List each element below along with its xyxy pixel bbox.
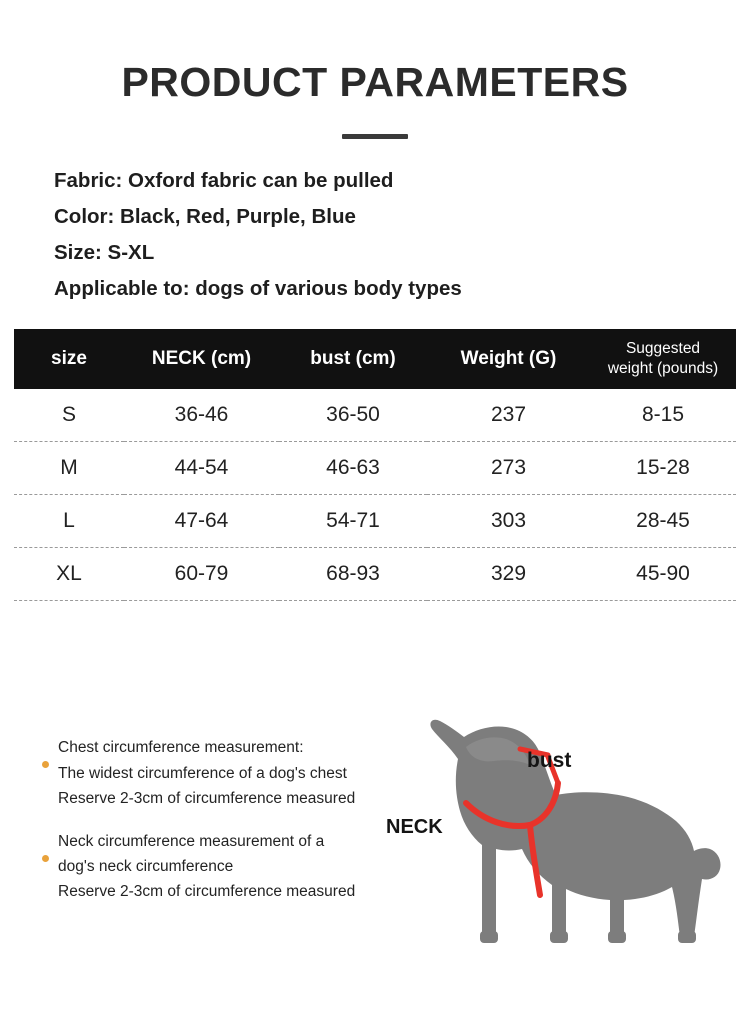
specs-list — [54, 163, 750, 308]
cell-suggested: 28-45 — [590, 494, 736, 547]
note-chest-line3: Reserve 2-3cm of circumference measured — [58, 789, 356, 807]
product-parameters-page — [0, 27, 750, 1015]
size-table-wrapper — [14, 329, 736, 601]
spec-color: Color: Black, Red, Purple, Blue — [54, 204, 356, 228]
measurement-notes — [40, 735, 410, 922]
cell-weight: 329 — [427, 547, 590, 600]
th-bust: bust (cm) — [279, 329, 427, 389]
cell-bust: 54-71 — [279, 494, 427, 547]
note-neck-line1: Neck circumference measurement of a — [58, 832, 325, 850]
dog-illustration — [380, 699, 750, 1015]
page-title: PRODUCT PARAMETERS — [121, 59, 629, 106]
cell-weight: 237 — [427, 389, 590, 442]
bullet-icon — [42, 761, 49, 768]
th-suggested-line2: weight (pounds) — [607, 359, 719, 377]
cell-bust: 68-93 — [279, 547, 427, 600]
table-row — [14, 441, 736, 494]
cell-neck: 44-54 — [124, 441, 279, 494]
table-row — [14, 494, 736, 547]
note-neck-line3: Reserve 2-3cm of circumference measured — [58, 883, 356, 901]
size-table-head — [14, 329, 736, 389]
spec-applicable: Applicable to: dogs of various body types — [54, 277, 462, 301]
cell-suggested: 8-15 — [590, 389, 736, 442]
title-divider — [342, 134, 408, 139]
spec-fabric: Fabric: Oxford fabric can be pulled — [54, 168, 394, 192]
th-suggested-line1: Suggested — [625, 339, 701, 357]
size-table — [14, 329, 736, 601]
cell-bust: 46-63 — [279, 441, 427, 494]
th-size: size — [14, 329, 124, 389]
cell-size: XL — [14, 547, 124, 600]
cell-size: L — [14, 494, 124, 547]
neck-label: NECK — [386, 816, 443, 839]
note-neck — [40, 829, 410, 904]
size-table-body — [14, 389, 736, 601]
cell-weight: 273 — [427, 441, 590, 494]
note-neck-line2: dog's neck circumference — [58, 857, 234, 875]
cell-neck: 36-46 — [124, 389, 279, 442]
cell-size: M — [14, 441, 124, 494]
bullet-icon — [42, 855, 49, 862]
dog-silhouette-icon — [380, 699, 750, 1015]
th-suggested-weight — [590, 329, 736, 389]
spec-size: Size: S-XL — [54, 241, 155, 265]
cell-suggested: 15-28 — [590, 441, 736, 494]
note-chest — [40, 735, 410, 810]
cell-suggested: 45-90 — [590, 547, 736, 600]
table-row — [14, 389, 736, 442]
cell-neck: 60-79 — [124, 547, 279, 600]
cell-weight: 303 — [427, 494, 590, 547]
measurement-guide — [0, 699, 750, 1015]
note-chest-line2: The widest circumference of a dog's chest — [58, 764, 347, 782]
cell-neck: 47-64 — [124, 494, 279, 547]
note-chest-line1: Chest circumference measurement: — [58, 739, 304, 757]
table-row — [14, 547, 736, 600]
cell-bust: 36-50 — [279, 389, 427, 442]
cell-size: S — [14, 389, 124, 442]
table-header-row — [14, 329, 736, 389]
bust-label: bust — [527, 749, 572, 773]
th-weight: Weight (G) — [427, 329, 590, 389]
th-neck: NECK (cm) — [124, 329, 279, 389]
